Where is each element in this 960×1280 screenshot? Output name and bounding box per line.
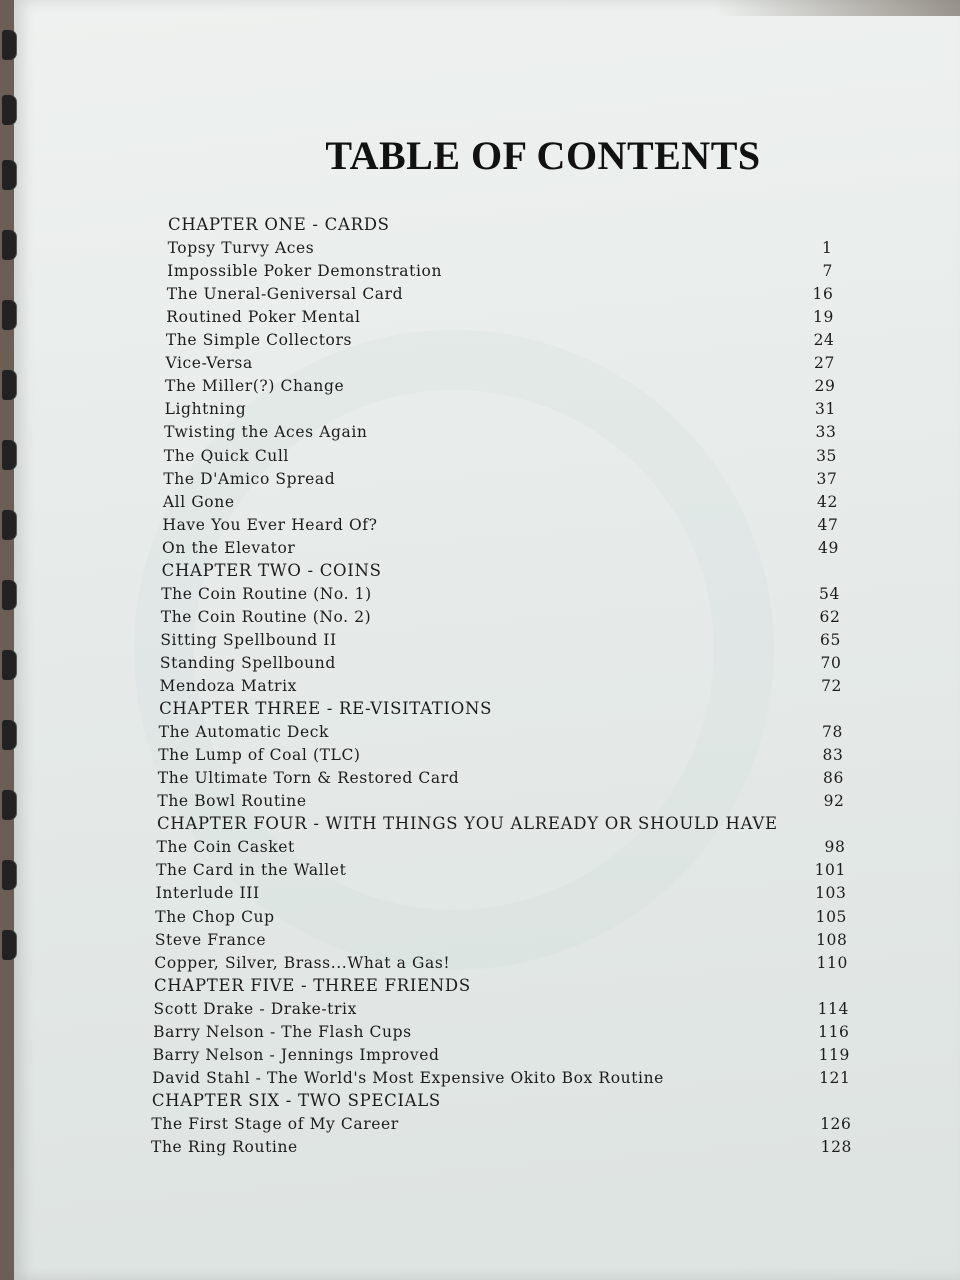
entry-title: The Miller(?) Change xyxy=(165,377,345,396)
toc-entry xyxy=(167,259,833,283)
entry-title: The Coin Routine (No. 2) xyxy=(160,607,372,626)
toc-entry xyxy=(157,789,844,813)
toc-entry xyxy=(158,766,844,790)
page-number: 19 xyxy=(813,308,834,327)
entry-title: Mendoza Matrix xyxy=(159,677,297,695)
entry-title: The Coin Routine (No. 1) xyxy=(161,584,372,603)
chapter-title: CHAPTER FOUR - WITH THINGS YOU ALREADY OR SHOULD HAVE xyxy=(156,814,778,834)
toc-entry xyxy=(164,444,837,468)
page-number: 72 xyxy=(821,677,842,695)
toc-entry xyxy=(162,536,839,560)
page-number: 108 xyxy=(816,930,848,949)
toc-entry xyxy=(151,1135,852,1159)
page-number: 31 xyxy=(815,400,836,419)
page-number: 35 xyxy=(816,446,837,465)
page-number: 126 xyxy=(820,1114,852,1133)
page-number: 110 xyxy=(816,953,848,972)
entry-title: The Quick Cull xyxy=(163,446,289,465)
toc-entry xyxy=(164,420,836,444)
entry-title: Impossible Poker Demonstration xyxy=(167,262,443,281)
page-number: 116 xyxy=(818,1022,850,1041)
page-number: 29 xyxy=(814,377,836,396)
toc-entry xyxy=(153,1020,849,1044)
entry-title: The Lump of Coal (TLC) xyxy=(158,746,361,765)
toc-entry xyxy=(162,513,838,537)
page-number: 101 xyxy=(814,861,846,880)
page-number: 83 xyxy=(822,746,844,765)
toc-entry xyxy=(163,467,837,491)
page-number: 98 xyxy=(824,838,846,857)
entry-title: Standing Spellbound xyxy=(159,653,336,672)
entry-title: Steve France xyxy=(154,930,267,949)
entry-title: Copper, Silver, Brass...What a Gas! xyxy=(154,953,451,972)
page-number: 47 xyxy=(817,515,839,534)
entry-title: The Card in the Wallet xyxy=(156,861,347,880)
toc-entry xyxy=(156,858,846,882)
page-number: 42 xyxy=(817,492,838,511)
toc-entry xyxy=(163,490,838,514)
toc-entry xyxy=(160,651,842,675)
entry-title: Lightning xyxy=(164,400,247,419)
page-number: 49 xyxy=(818,538,839,557)
toc-entry xyxy=(161,582,840,606)
entry-title: Scott Drake - Drake-trix xyxy=(153,999,357,1018)
toc-entry xyxy=(158,743,843,767)
page-number: 105 xyxy=(815,907,847,926)
entry-title: The Ring Routine xyxy=(151,1138,298,1156)
entry-title: All Gone xyxy=(162,492,235,511)
entry-title: Barry Nelson - Jennings Improved xyxy=(152,1045,440,1064)
toc-entry xyxy=(154,951,848,975)
page-number: 7 xyxy=(822,262,833,281)
chapter-title: CHAPTER SIX - TWO SPECIALS xyxy=(151,1090,441,1110)
page-number: 103 xyxy=(815,884,847,903)
page-number: 114 xyxy=(817,999,849,1018)
chapter-heading xyxy=(152,1089,851,1113)
toc-entry xyxy=(166,328,835,352)
chapter-title: CHAPTER TWO - COINS xyxy=(161,560,382,580)
toc-entry xyxy=(155,905,847,929)
toc-entry xyxy=(166,305,834,329)
toc-entry xyxy=(161,605,841,629)
entry-title: Twisting the Aces Again xyxy=(164,423,368,442)
entry-title: The First Stage of My Career xyxy=(151,1114,399,1133)
chapter-heading xyxy=(157,812,845,836)
page-number: 33 xyxy=(815,423,837,442)
chapter-heading xyxy=(154,974,849,998)
toc-entry xyxy=(156,881,847,905)
chapter-heading xyxy=(159,697,842,721)
entry-title: The Coin Casket xyxy=(156,838,295,857)
toc-entry xyxy=(160,674,843,698)
page-number: 24 xyxy=(813,331,835,350)
entry-title: Have You Ever Heard Of? xyxy=(162,515,378,534)
entry-title: The Chop Cup xyxy=(155,907,275,926)
toc-entry xyxy=(168,236,833,260)
chapter-title: CHAPTER FIVE - THREE FRIENDS xyxy=(153,975,471,995)
page-number: 128 xyxy=(820,1138,852,1156)
page-number: 27 xyxy=(814,354,835,373)
entry-title: The Uneral-Geniversal Card xyxy=(166,285,404,304)
toc-entry xyxy=(154,997,849,1021)
toc-entry xyxy=(165,351,835,375)
chapter-title: CHAPTER THREE - RE-VISITATIONS xyxy=(159,699,493,719)
page-number: 86 xyxy=(823,769,844,788)
entry-title: Routined Poker Mental xyxy=(166,308,361,327)
chapter-heading xyxy=(162,559,840,583)
toc-entry xyxy=(167,282,834,306)
entry-title: The D'Amico Spread xyxy=(163,469,336,488)
toc-entry xyxy=(155,928,848,952)
page-title: TABLE OF CONTENTS xyxy=(325,133,761,178)
entry-title: Vice-Versa xyxy=(165,354,253,373)
page-number: 121 xyxy=(819,1068,851,1087)
entry-title: David Stahl - The World's Most Expensive Okito Box Routine xyxy=(152,1068,664,1087)
chapter-heading xyxy=(168,213,832,237)
entry-title: Sitting Spellbound II xyxy=(160,630,337,649)
toc-entry xyxy=(159,720,843,744)
page-number: 119 xyxy=(818,1045,850,1064)
toc-entry xyxy=(151,1112,851,1136)
page-number: 78 xyxy=(822,723,843,742)
page-number: 37 xyxy=(816,469,838,488)
entry-title: Barry Nelson - The Flash Cups xyxy=(153,1022,412,1041)
toc-entry xyxy=(153,1043,850,1067)
entry-title: Interlude III xyxy=(155,884,260,903)
page-number: 16 xyxy=(812,285,834,304)
entry-title: The Bowl Routine xyxy=(157,792,307,811)
entry-title: On the Elevator xyxy=(162,538,296,557)
entry-title: The Ultimate Torn & Restored Card xyxy=(157,769,460,788)
page-number: 1 xyxy=(822,239,833,258)
chapter-title: CHAPTER ONE - CARDS xyxy=(168,215,390,234)
page-number: 70 xyxy=(820,653,842,672)
page-number: 54 xyxy=(819,584,840,603)
toc-entry xyxy=(160,628,841,652)
entry-title: The Simple Collectors xyxy=(165,331,353,350)
toc-entry xyxy=(165,397,836,421)
entry-title: Topsy Turvy Aces xyxy=(167,239,315,258)
entry-title: The Automatic Deck xyxy=(158,723,330,742)
page-number: 92 xyxy=(823,792,845,811)
toc-entry xyxy=(152,1066,850,1090)
toc-entry xyxy=(157,835,846,859)
page-number: 65 xyxy=(820,630,841,649)
toc-entry xyxy=(165,374,835,398)
page-number: 62 xyxy=(819,607,841,626)
